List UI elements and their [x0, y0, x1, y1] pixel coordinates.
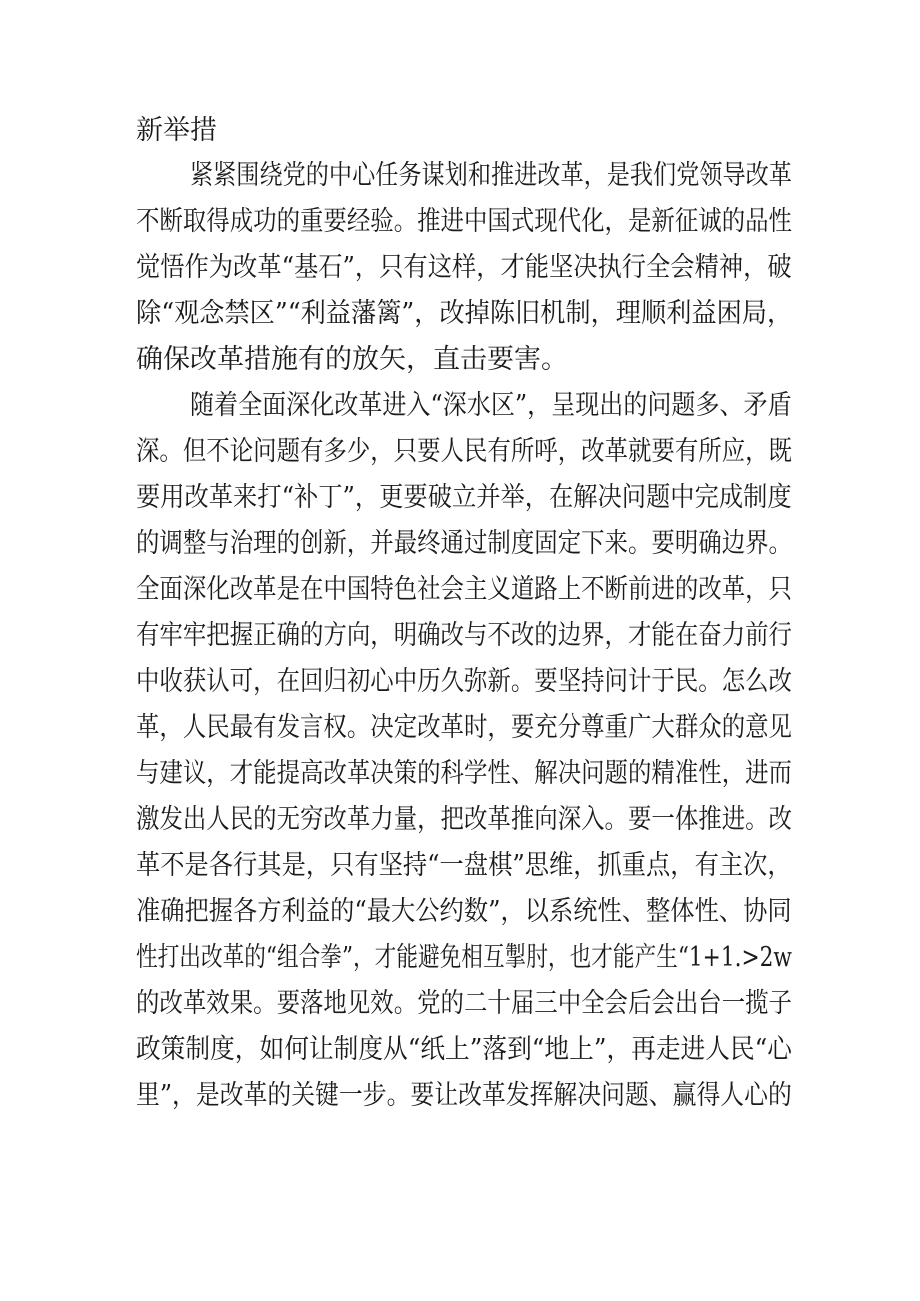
- text-line: 觉悟作为改革“基石”，只有这样，才能坚决执行全会精神，破: [136, 252, 792, 283]
- text-line: 确保改革措施有的放矢，直击要害。: [136, 344, 568, 375]
- text-line: 深。但不论问题有多少，只要人民有所呼，改革就要有所应，既: [136, 436, 792, 467]
- text-line: 性打出改革的“组合拳”，才能避免相互掣肘，也才能产生“1+1.>2w: [136, 942, 792, 973]
- text-line: 中收获认可，在回归初心中历久弥新。要坚持问计于民。怎么改: [136, 666, 792, 697]
- text-line: 里”，是改革的关键一步。要让改革发挥解决问题、赢得人心的: [136, 1080, 792, 1111]
- text-line: 革，人民最有发言权。决定改革时，要充分尊重广大群众的意见: [136, 712, 792, 743]
- text-line: 新举措: [136, 115, 217, 146]
- text-line: 的改革效果。要落地见效。党的二十届三中全会后会出台一揽子: [136, 988, 792, 1019]
- text-line: 激发出人民的无穷改革力量，把改革推向深入。要一体推进。改: [136, 804, 792, 835]
- text-line: 准确把握各方利益的“最大公约数”，以系统性、整体性、协同: [136, 896, 792, 927]
- text-line: 与建议，才能提高改革决策的科学性、解决问题的精准性，进而: [136, 758, 792, 789]
- paragraph-first-line: 随着全面深化改革进入“深水区”，呈现出的问题多、矛盾: [190, 390, 792, 421]
- text-line: 除“观念禁区”“利益藩篱”，改掉陈旧机制，理顺利益困局，: [136, 298, 793, 329]
- text-line: 政策制度，如何让制度从“纸上”落到“地上”，再走进人民“心: [136, 1034, 792, 1065]
- text-line: 有牢牢把握正确的方向，明确改与不改的边界，才能在奋力前行: [136, 620, 792, 651]
- text-line: 不断取得成功的重要经验。推进中国式现代化，是新征诚的品性: [136, 206, 792, 237]
- text-line: 革不是各行其是，只有坚持“一盘棋”思维，抓重点，有主次，: [136, 850, 792, 881]
- text-line: 的调整与治理的创新，并最终通过制度固定下来。要明确边界。: [136, 528, 792, 559]
- text-line: 要用改革来打“补丁”，更要破立并举，在解决问题中完成制度: [136, 482, 792, 513]
- paragraph-first-line: 紧紧围绕党的中心任务谋划和推进改革，是我们党领导改革: [190, 160, 792, 191]
- text-line: 全面深化改革是在中国特色社会主义道路上不断前进的改革，只: [136, 574, 792, 605]
